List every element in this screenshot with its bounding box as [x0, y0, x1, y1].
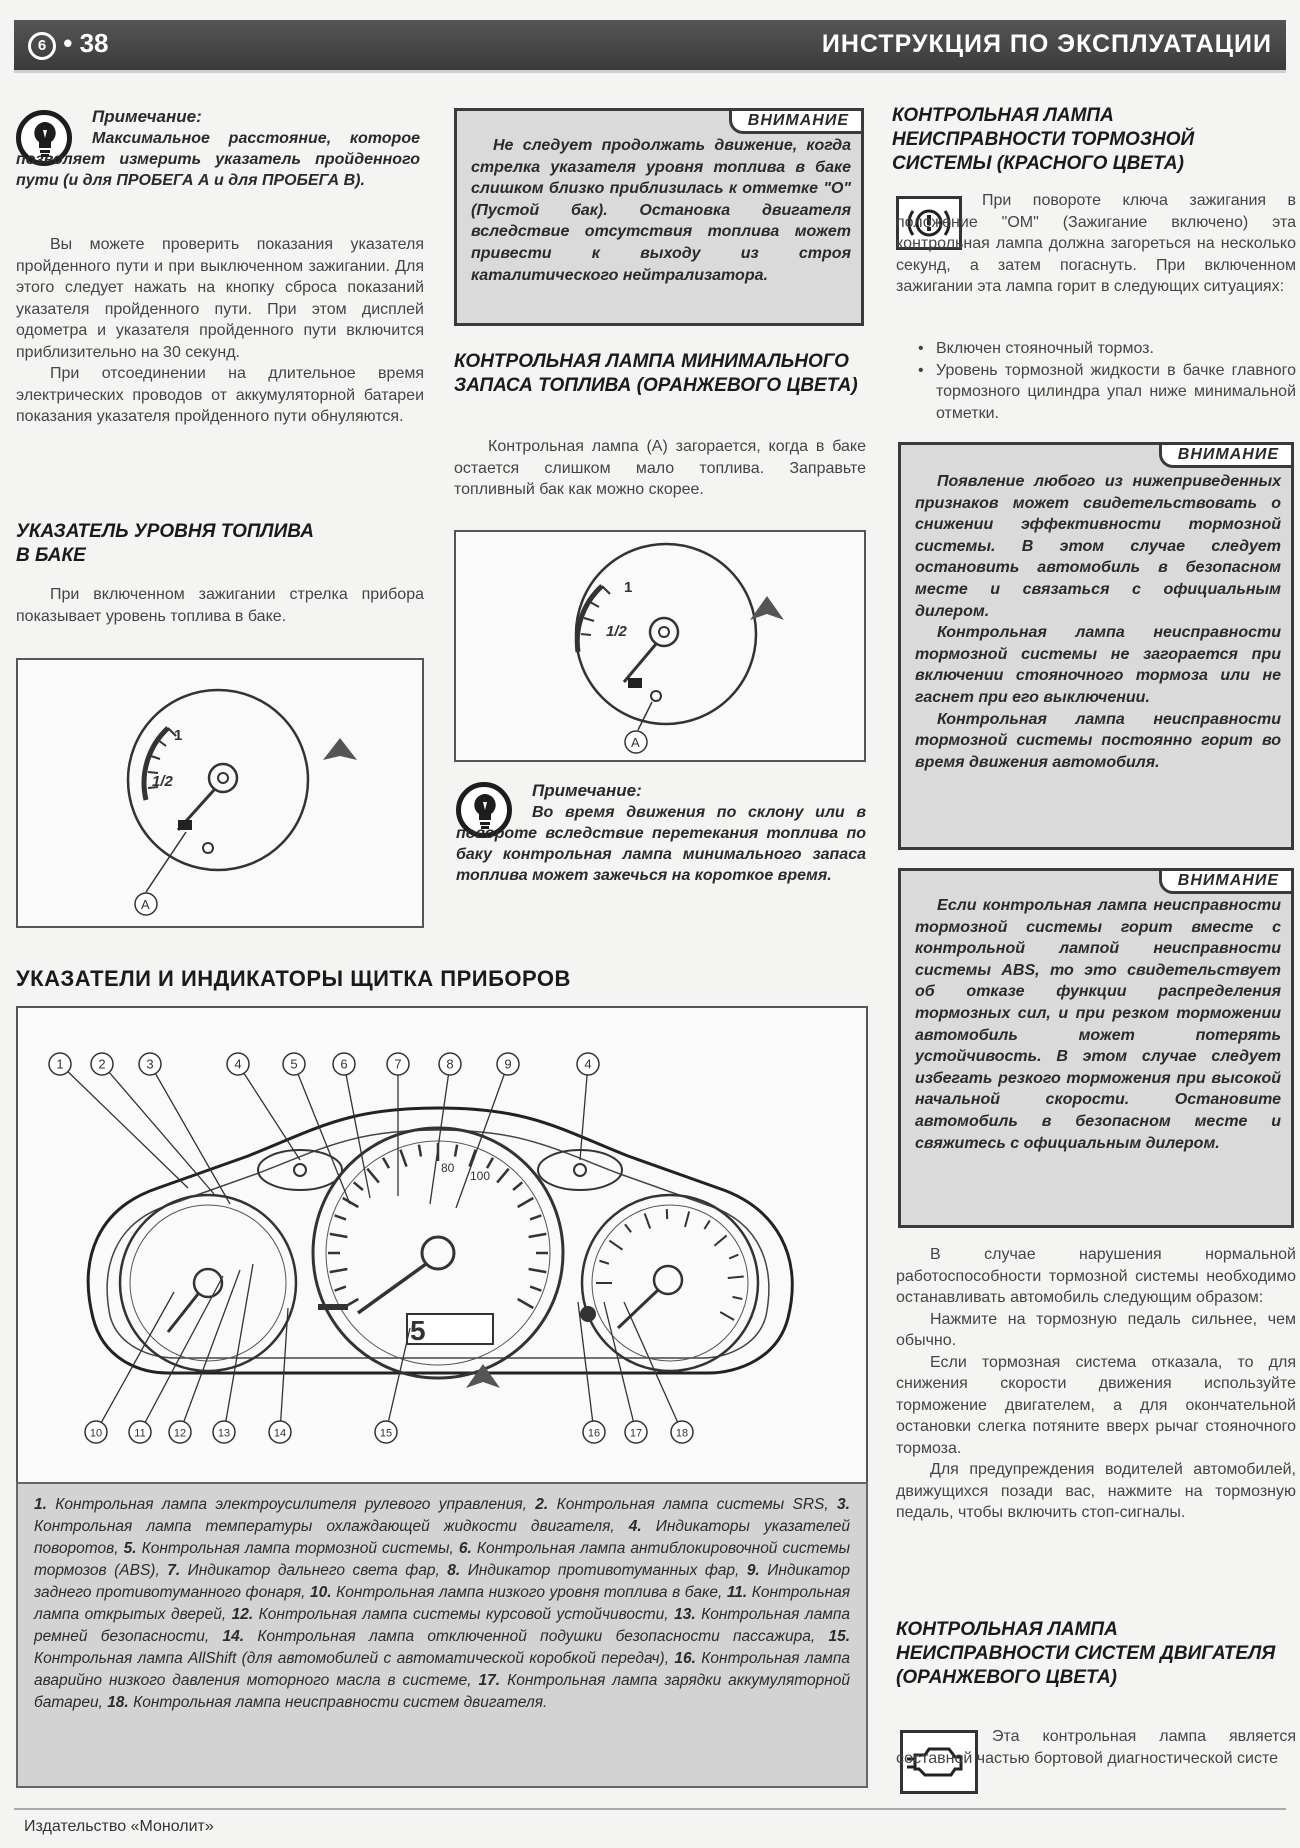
low-fuel-figure [454, 530, 866, 762]
legend-item [124, 1540, 459, 1557]
brake-failure-text [896, 1244, 1296, 1524]
callout-number: 5 [290, 1056, 298, 1072]
gauge-tick [335, 1287, 346, 1291]
gauge-label-half: 1/2 [152, 773, 173, 790]
legend-number: 13. [674, 1606, 696, 1623]
note-heading: Примечание: [92, 107, 202, 126]
legend-number: 4. [628, 1518, 642, 1535]
gauge-tick [599, 1261, 609, 1264]
callout-leader [180, 1270, 240, 1432]
legend-text: Контрольная лампа зарядки аккумуляторной батареи, [34, 1672, 850, 1711]
legend-text: Контрольная лампа неисправности систем двигателя. [133, 1694, 548, 1711]
callout-number: 8 [446, 1056, 454, 1072]
callout-leader [96, 1292, 174, 1432]
callout-number: 2 [98, 1056, 106, 1072]
callout-number: 6 [340, 1056, 348, 1072]
brake-lamp-text [896, 190, 1296, 298]
panel-title: УКАЗАТЕЛИ И ИНДИКАТОРЫ ЩИТКА ПРИБОРОВ [16, 966, 571, 991]
gauge-tick [732, 1297, 742, 1299]
callout-leader [140, 1276, 223, 1432]
paragraph: При повороте ключа зажигания в положение "ОМ" (Зажигание включено) эта контрольная лампа должна загореться на несколько секунд, а затем погаснуть. При включенном зажигании эта лампа горит в следующих ситуациях: [896, 192, 1296, 295]
warning-text [915, 471, 1281, 773]
legend-number: 16. [674, 1650, 696, 1667]
callout-number: 4 [234, 1056, 242, 1072]
paragraph: Контрольная лампа неисправности тормозной системы не загорается при включении стояночного тормоза или не гаснет при его выключении. [915, 624, 1281, 706]
paragraph: В случае нарушения нормальной работоспособности тормозной системы необходимо останавливать автомобиль следующим образом: [896, 1246, 1296, 1306]
legend-number: 10. [310, 1584, 332, 1601]
legend-text: Контрольная лампа электроусилителя рулевого управления, [55, 1496, 527, 1513]
gauge-tick [529, 1234, 547, 1237]
low-fuel-lamp-a [651, 691, 661, 701]
callout-a-label: A [631, 735, 640, 750]
legend-number: 1. [34, 1496, 47, 1513]
paragraph: Эта контрольная лампа является составной частью бортовой диагностической систе [896, 1728, 1296, 1767]
warning-box-abs [898, 868, 1294, 1228]
gauge-tick [704, 1221, 709, 1229]
callout-number: 18 [675, 1427, 689, 1440]
gauge-tick [419, 1145, 421, 1157]
header-title: ИНСТРУКЦИЯ ПО ЭКСПЛУАТАЦИИ [821, 30, 1272, 58]
gauge-tick [645, 1213, 650, 1228]
legend-text: Контрольная лампа тормозной системы, [141, 1540, 454, 1557]
section-title: КОНТРОЛЬНАЯ ЛАМПА НЕИСПРАВНОСТИ СИСТЕМ ДВИГАТЕЛЯ (ОРАНЖЕВОГО ЦВЕТА) [896, 1619, 1276, 1688]
legend-number: 12. [231, 1606, 254, 1623]
paragraph: Контрольная лампа неисправности тормозной системы постоянно горит во время движения автомобиля. [915, 710, 1281, 771]
legend-number: 18. [107, 1694, 129, 1711]
callout-number: 3 [146, 1056, 154, 1072]
paragraph: Для предупреждения водителей автомобилей, движущихся позади вас, нажмите на тормозную педаль, чтобы включить стоп-сигналы. [896, 1461, 1296, 1521]
gauge-tick [714, 1235, 726, 1245]
gauge-label-full: 1 [624, 579, 633, 596]
legend-item [310, 1584, 727, 1601]
odometer-text [16, 234, 424, 428]
speed-label: 80 [441, 1161, 455, 1175]
callout-leader [430, 1064, 450, 1204]
note-heading: Примечание: [532, 781, 642, 800]
callout-leader [224, 1264, 253, 1432]
legend-number: 2. [535, 1496, 549, 1513]
legend-number: 17. [478, 1672, 501, 1689]
gauge-tick [343, 1198, 359, 1207]
airbag-off-lamp [318, 1304, 348, 1310]
paragraph: При отсоединении на длительное время электрических проводов от аккумуляторной батареи показания указателя пройденного пути обнуляются. [16, 365, 424, 425]
note-text: Во время движения по склону или в повороте вследствие перетекания топлива по баку контрольная лампа минимального запаса топлива может зажечься на короткое время. [456, 804, 866, 884]
panel-legend [16, 1482, 868, 1788]
paragraph: Контрольная лампа (А) загорается, когда в баке остается слишком мало топлива. Заправьте топливный бак как можно скорее. [454, 438, 866, 498]
warning-tag: ВНИМАНИЕ [1159, 868, 1294, 894]
gauge-tick [530, 1287, 541, 1291]
callout-number: 14 [273, 1427, 287, 1440]
gauge-tick [354, 1182, 363, 1190]
warning-box-fuel [454, 108, 864, 326]
gauge-tick [335, 1215, 346, 1219]
callout-leader [60, 1064, 188, 1188]
callout-leader [344, 1064, 370, 1198]
gauge-tick [400, 1150, 406, 1167]
legend-text: Контрольная лампа аварийно низкого давления моторного масла в системе, [34, 1650, 850, 1689]
legend-item [34, 1496, 535, 1513]
turn-left-indicator [294, 1164, 306, 1176]
gauge-tick [330, 1234, 348, 1237]
callout-number: 1 [56, 1056, 64, 1072]
warning-tag: ВНИМАНИЕ [729, 108, 864, 134]
paragraph: При включенном зажигании стрелка прибора показывает уровень топлива в баке. [16, 586, 424, 625]
gauge-tick [518, 1198, 534, 1207]
legend-list [34, 1496, 850, 1711]
low-fuel-text [454, 436, 866, 501]
legend-item [447, 1562, 747, 1579]
paragraph: Появление любого из нижеприведенных признаков может свидетельствовать о снижении эффективности тормозной системы. В этом случае следует остановить автомобиль в безопасном месте и связаться с официальным дилером. [915, 473, 1281, 620]
callout-number: 11 [134, 1427, 146, 1440]
legend-text: Контрольная лампа системы SRS, [556, 1496, 829, 1513]
legend-text: Контрольная лампа открытых дверей, [34, 1584, 851, 1623]
section-title: КОНТРОЛЬНАЯ ЛАМПА МИНИМАЛЬНОГО ЗАПАСА ТОПЛИВА (ОРАНЖЕВОГО ЦВЕТА) [454, 351, 858, 396]
legend-number: 14. [222, 1628, 245, 1645]
legend-number: 6. [458, 1540, 472, 1557]
callout-a-label: A [141, 897, 150, 912]
legend-number: 15. [828, 1628, 851, 1645]
callout-number: 15 [379, 1427, 393, 1440]
gauge-tick [518, 1299, 534, 1308]
fuel-pump-icon [178, 820, 192, 830]
callout-number: 12 [173, 1427, 187, 1440]
page-number-value: 38 [79, 28, 109, 58]
legend-number: 9. [746, 1562, 760, 1579]
legend-text: Контрольная лампа ремней безопасности, [34, 1606, 850, 1645]
legend-number: 7. [167, 1562, 181, 1579]
arrow-mark [750, 596, 784, 620]
display-digit: 5 [410, 1315, 426, 1346]
legend-text: Контрольная лампа антиблокировочной системы тормозов (ABS), [34, 1540, 850, 1579]
legend-text: Контрольная лампа системы курсовой устойчивости, [258, 1606, 669, 1623]
fuel-pump-icon [628, 678, 642, 688]
instrument-panel-drawing [18, 1008, 866, 1484]
legend-item [107, 1694, 547, 1711]
gauge-tick [728, 1277, 744, 1278]
fuel-gauge-text [16, 584, 424, 627]
legend-text: Индикатор дальнего света фар, [187, 1562, 440, 1579]
paragraph: Вы можете проверить показания указателя пройденного пути и при выключенном зажигании. Для этого следует нажать на кнопку сброса показаний указателя пройденного пути. При этом дисплей одометра и указателя пройденного пути включится приблизительно на 30 секунд. [16, 236, 424, 361]
footer-rule [14, 1808, 1286, 1810]
gauge-tick [330, 1269, 348, 1272]
gauge-label-half: 1/2 [606, 623, 627, 640]
legend-text: Контрольная лампа низкого уровня топлива в баке, [336, 1584, 723, 1601]
instrument-panel-figure [16, 1006, 868, 1482]
gauge-tick [685, 1212, 689, 1227]
fuel-gauge-drawing [18, 660, 422, 926]
section-title: УКАЗАТЕЛЬ УРОВНЯ ТОПЛИВА В БАКЕ [16, 521, 314, 566]
warning-text: Не следует продолжать движение, когда стрелка указателя уровня топлива в баке слишком близко приблизилась к отметке "О" (Пустой бак). Остановка двигателя вследствие отсутствия топлива может привести к выходу из строя каталитического нейтрализатора. [471, 137, 851, 284]
arrow-mark [323, 738, 357, 760]
engine-lamp-text [896, 1726, 1296, 1769]
page-header [14, 20, 1286, 70]
section-title: КОНТРОЛЬНАЯ ЛАМПА НЕИСПРАВНОСТИ ТОРМОЗНОЙ СИСТЕМЫ (КРАСНОГО ЦВЕТА) [892, 105, 1195, 174]
fuel-gauge-figure [16, 658, 424, 928]
speed-label: 100 [470, 1169, 491, 1183]
callout-leader [386, 1328, 410, 1432]
callout-number: 17 [629, 1427, 643, 1440]
callout-number: 4 [584, 1056, 592, 1072]
callout-number: 9 [504, 1056, 512, 1072]
legend-text: Контрольная лампа температуры охлаждающей жидкости двигателя, [34, 1518, 615, 1535]
legend-item [223, 1628, 829, 1645]
callout-leader [580, 1064, 588, 1160]
brake-bullets [896, 338, 1296, 424]
callout-number: 7 [394, 1056, 402, 1072]
gauge-tick [383, 1158, 389, 1168]
gauge-label-full: 1 [174, 727, 183, 744]
callout-leader [238, 1064, 300, 1160]
legend-number: 11. [726, 1584, 748, 1601]
callout-leader [456, 1064, 508, 1208]
warning-tag: ВНИМАНИЕ [1159, 442, 1294, 468]
warning-text: Если контрольная лампа неисправности тормозной системы горит вместе с контрольной лампой неисправности системы ABS, то это свидетельствует об отказе функции распределения тормозных сил, и при резком торможении автомобиль может потерять устойчивость. В этом случае следует избегать резкого торможения при высокой начальной скорости. Остановите автомобиль в безопасном месте и свяжитесь с официальным дилером. [915, 897, 1281, 1152]
legend-number: 8. [447, 1562, 461, 1579]
gauge-tick [367, 1169, 379, 1183]
gauge-tick [497, 1169, 509, 1183]
callout-leader [624, 1302, 682, 1432]
gauge-tick [455, 1145, 457, 1157]
callout-number: 10 [89, 1427, 103, 1440]
gauge-tick [729, 1255, 738, 1259]
paragraph: Если тормозная система отказала, то для снижения скорости движения используйте торможение двигателем, а для окончательной остановки слегка потяните вверх рычаг стояночного тормоза. [896, 1353, 1296, 1457]
gauge-tick [513, 1182, 522, 1190]
bullet-item: • Уровень тормозной жидкости в бачке главного тормозного цилиндра упал ниже минимальной отметки. [936, 360, 1296, 425]
turn-right-indicator [574, 1164, 586, 1176]
gauge-tick [609, 1241, 622, 1250]
low-fuel-lamp [203, 843, 213, 853]
legend-text: Индикатор противотуманных фар, [467, 1562, 740, 1579]
page-number: 6 • 38 [28, 28, 108, 60]
paragraph: Нажмите на тормозную педаль сильнее, чем обычно. [896, 1310, 1296, 1349]
legend-number: 3. [837, 1496, 850, 1513]
gauge-tick [530, 1215, 541, 1219]
header-rule [14, 70, 1286, 73]
legend-item [535, 1496, 837, 1513]
legend-text: Индикатор заднего противотуманного фонаря, [34, 1562, 850, 1601]
callout-leader [102, 1064, 214, 1194]
note-text: Максимальное расстояние, которое позволяет измерить указатель пройденного пути (и для ПРОБЕГА А и для ПРОБЕГА В). [16, 130, 420, 189]
arrow-mark [466, 1364, 500, 1388]
callout-number: 16 [587, 1427, 601, 1440]
gauge-tick [720, 1312, 734, 1320]
legend-item [167, 1562, 447, 1579]
legend-text: Контрольная лампа AllShift (для автомобилей с автоматической коробкой передач), [34, 1650, 670, 1667]
callout-leader [604, 1302, 636, 1432]
gauge-tick [625, 1224, 631, 1232]
section-number: 6 [28, 32, 56, 60]
legend-number: 5. [123, 1540, 137, 1557]
footer-publisher: Издательство «Монолит» [24, 1818, 214, 1835]
oil-pressure-lamp [580, 1306, 596, 1322]
gauge-tick [529, 1269, 547, 1272]
low-fuel-drawing [456, 532, 864, 760]
callout-number: 13 [217, 1427, 231, 1440]
legend-text: Контрольная лампа отключенной подушки безопасности пассажира, [257, 1628, 816, 1645]
legend-text: Индикаторы указателей поворотов, [34, 1518, 850, 1557]
bullet-item: • Включен стояночный тормоз. [936, 338, 1296, 360]
legend-item [232, 1606, 674, 1623]
gauge-tick [487, 1158, 493, 1168]
warning-box-brake [898, 442, 1294, 850]
